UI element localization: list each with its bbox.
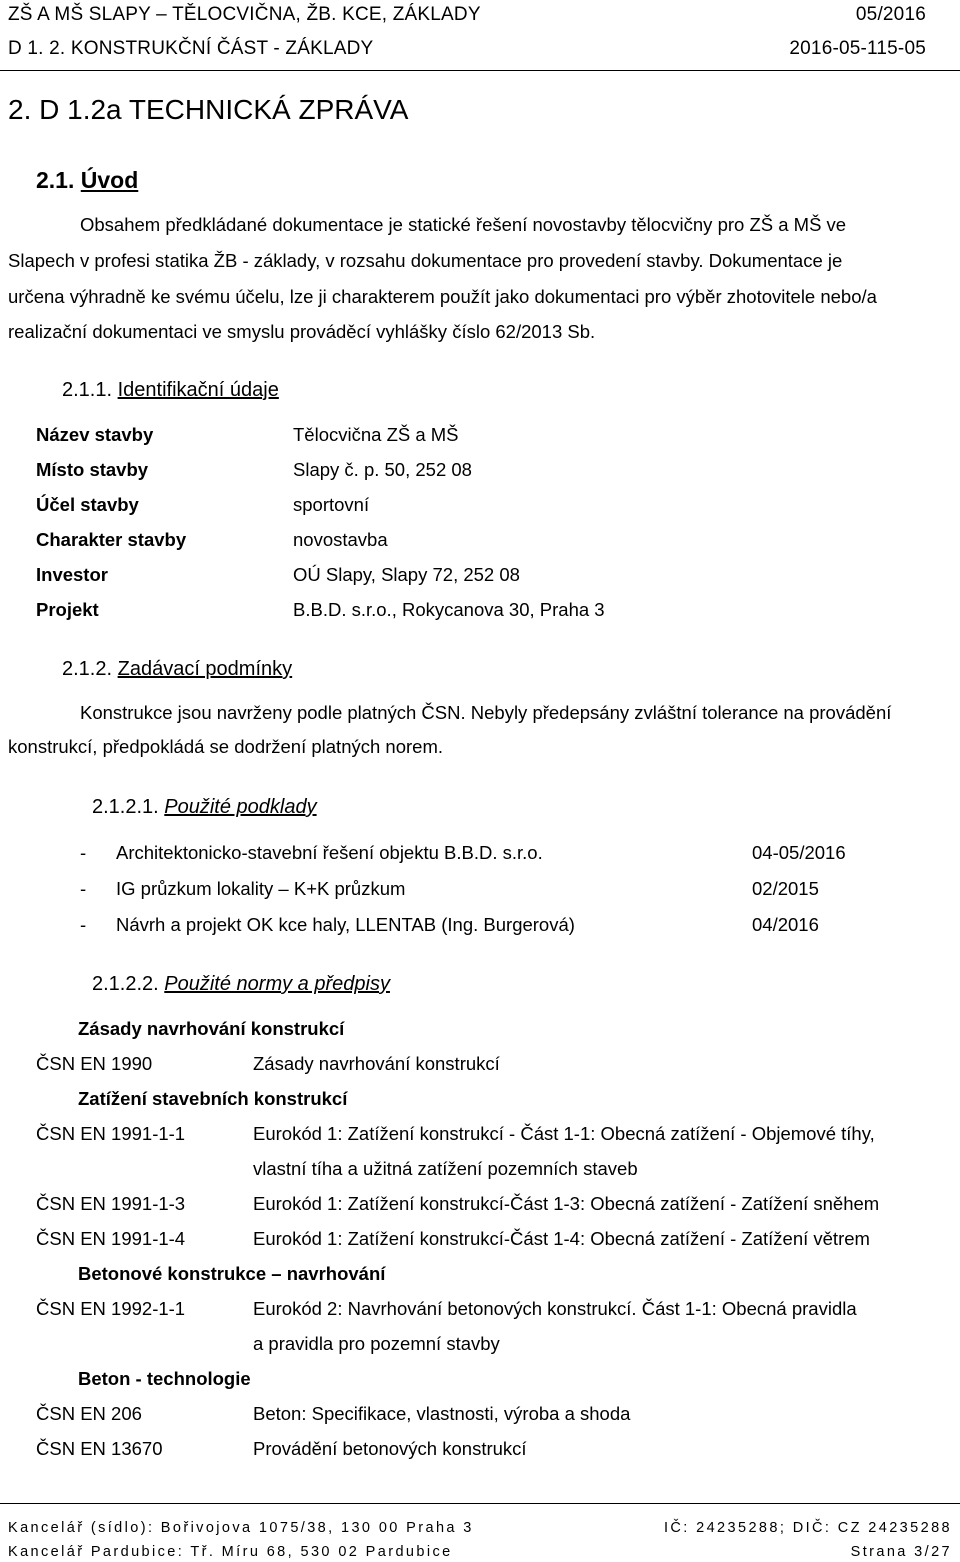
id-label: Charakter stavby [36,529,187,550]
section-number: 2.1.2.2. [92,973,159,995]
norm-description: Provádění betonových konstrukcí [253,1438,527,1459]
norm-description: Eurokód 1: Zatížení konstrukcí - Část 1-1: Obecná zatížení - Objemové tíhy, [253,1123,875,1144]
paragraph-line: Konstrukce jsou navrženy podle platných ČSN. Nebyly předepsány zvláštní tolerance na provádění [80,702,892,723]
footer-page-number: Strana 3/27 [850,1544,952,1560]
header-part: D 1. 2. KONSTRUKČNÍ ČÁST - ZÁKLADY [8,38,374,59]
norm-code: ČSN EN 1991-1-4 [36,1228,186,1249]
id-label: Místo stavby [36,459,149,480]
section-title: Úvod [80,167,139,193]
id-label: Projekt [36,599,99,620]
norm-group-heading: Zatížení stavebních konstrukcí [78,1088,348,1109]
norm-group-heading: Beton - technologie [78,1368,251,1389]
section-title: Použité normy a předpisy [164,973,390,995]
id-value: B.B.D. s.r.o., Rokycanova 30, Praha 3 [293,599,605,620]
norm-description-cont: a pravidla pro pozemní stavby [253,1333,500,1354]
section-number: 2.1.1. [62,379,113,401]
list-bullet: - [80,914,87,935]
paragraph-line: realizační dokumentaci ve smyslu prováděcí vyhlášky číslo 62/2013 Sb. [8,321,596,342]
id-value: sportovní [293,494,370,515]
section-title: Zadávací podmínky [117,658,293,680]
norm-group-heading: Zásady navrhování konstrukcí [78,1018,345,1039]
id-label: Název stavby [36,424,154,445]
section-heading-uvod [36,167,138,194]
list-item-text: Návrh a projekt OK kce haly, LLENTAB (Ing. Burgerová) [116,914,575,935]
section-heading-podklady [92,796,317,819]
footer-company-ids: IČ: 24235288; DIČ: CZ 24235288 [663,1520,952,1536]
norm-code: ČSN EN 13670 [36,1438,163,1459]
norm-code: ČSN EN 1991-1-1 [36,1123,186,1144]
list-item-date: 02/2015 [752,878,819,899]
norm-description: Eurokód 2: Navrhování betonových konstrukcí. Část 1-1: Obecná pravidla [253,1298,857,1319]
header-date: 05/2016 [855,4,926,25]
section-number: 2.1.2. [62,658,113,680]
header-doc-number: 2016-05-115-05 [789,38,926,59]
norm-description: Beton: Specifikace, vlastnosti, výroba a shoda [253,1403,631,1424]
paragraph-line: Slapech v profesi statika ŽB - základy, v rozsahu dokumentace pro provedení stavby. Dokumentace je [8,250,843,271]
section-number: 2.1.2.1. [92,796,159,818]
paragraph-line: konstrukcí, předpokládá se dodržení platných norem. [8,736,443,757]
section-title: Použité podklady [164,796,317,818]
norm-description: Eurokód 1: Zatížení konstrukcí-Část 1-4: Obecná zatížení - Zatížení větrem [253,1228,870,1249]
norm-code: ČSN EN 1992-1-1 [36,1298,186,1319]
paragraph-line: Obsahem předkládané dokumentace je statické řešení novostavby tělocvičny pro ZŠ a MŠ ve [80,214,847,235]
list-item-text: IG průzkum lokality – K+K průzkum [116,878,406,899]
id-value: novostavba [293,529,388,550]
id-label: Účel stavby [36,494,139,515]
norm-description: Zásady navrhování konstrukcí [253,1053,500,1074]
list-item-date: 04/2016 [752,914,819,935]
id-value: OÚ Slapy, Slapy 72, 252 08 [293,564,520,585]
header-divider [0,70,960,71]
footer-divider [0,1503,960,1504]
document-title: 2. D 1.2a TECHNICKÁ ZPRÁVA [8,94,409,125]
norm-description-cont: vlastní tíha a užitná zatížení pozemních staveb [253,1158,638,1179]
paragraph-line: určena výhradně ke svému účelu, lze ji charakterem použít jako dokumentaci pro výběr zhotovitele nebo/a [8,286,877,307]
header-project: ZŠ A MŠ SLAPY – TĚLOCVIČNA, ŽB. KCE, ZÁKLADY [8,4,481,25]
norm-code: ČSN EN 1991-1-3 [36,1193,186,1214]
section-heading-zadavaci [62,658,292,681]
list-bullet: - [80,842,87,863]
section-number: 2.1. [36,167,75,193]
norm-code: ČSN EN 206 [36,1403,142,1424]
list-item-date: 04-05/2016 [752,842,846,863]
footer-office-address: Kancelář (sídlo): Bořivojova 1075/38, 130 00 Praha 3 [8,1520,474,1536]
section-heading-normy [92,973,390,996]
id-value: Tělocvična ZŠ a MŠ [293,424,459,445]
list-item-text: Architektonicko-stavební řešení objektu B.B.D. s.r.o. [116,842,543,863]
section-title: Identifikační údaje [117,379,279,401]
list-bullet: - [80,878,87,899]
section-heading-identifikace [62,379,279,402]
norm-group-heading: Betonové konstrukce – navrhování [78,1263,386,1284]
norm-code: ČSN EN 1990 [36,1053,153,1074]
norm-description: Eurokód 1: Zatížení konstrukcí-Část 1-3: Obecná zatížení - Zatížení sněhem [253,1193,880,1214]
id-label: Investor [36,564,108,585]
footer-branch-address: Kancelář Pardubice: Tř. Míru 68, 530 02 Pardubice [8,1544,453,1560]
id-value: Slapy č. p. 50, 252 08 [293,459,472,480]
